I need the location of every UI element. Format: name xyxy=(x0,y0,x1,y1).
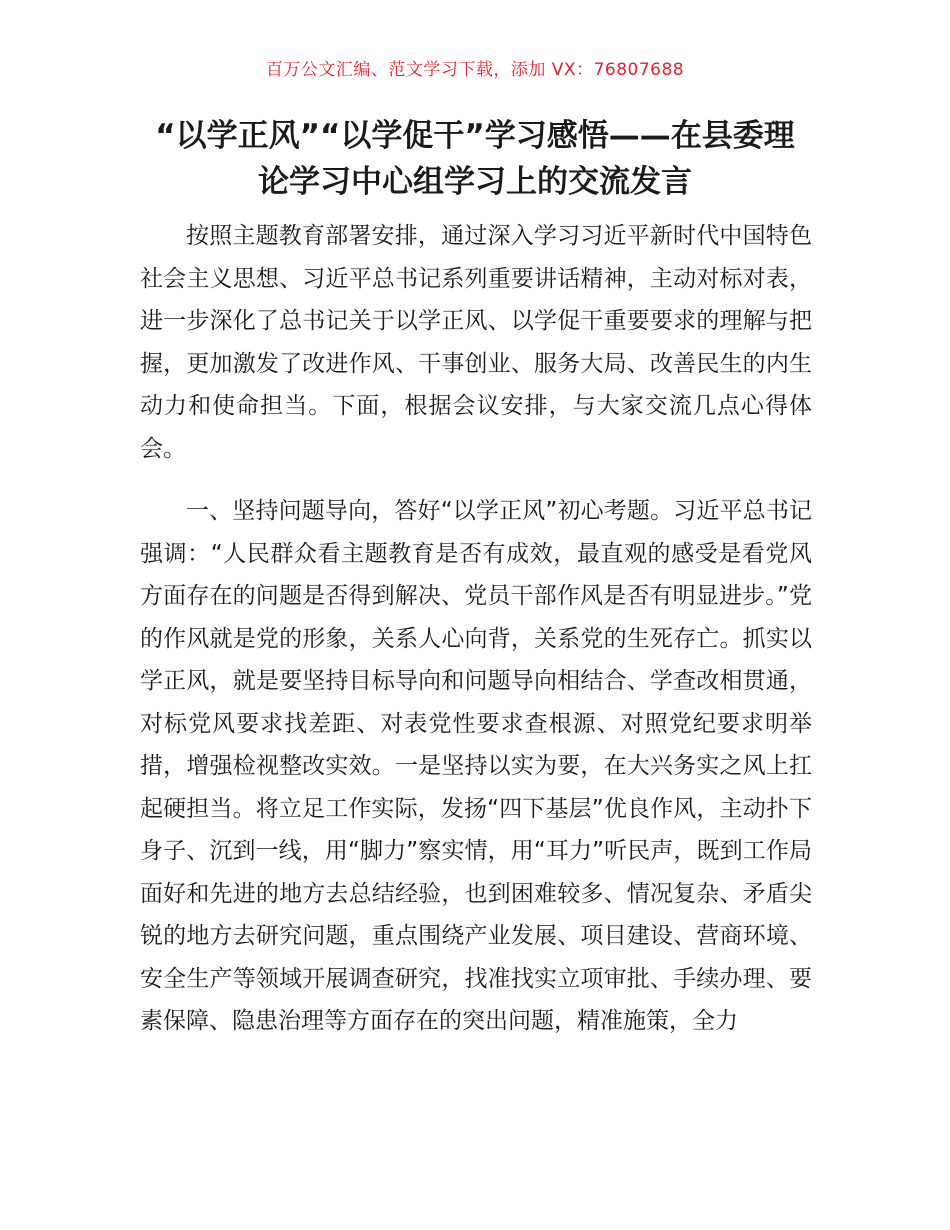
paragraph-intro: 按照主题教育部署安排，通过深入学习习近平新时代中国特色社会主义思想、习近平总书记系列重要讲话精神，主动对标对表，进一步深化了总书记关于以学正风、以学促干重要要求的理解与把握，更加激发了改进作风、干事创业、服务大局、改善民生的内生动力和使命担当。下面，根据会议安排，与大家交流几点心得体会。 xyxy=(140,223,812,462)
document-body xyxy=(140,215,812,1043)
document-title: “以学正风”“以学促干”学习感悟——在县委理论学习中心组学习上的交流发言 xyxy=(155,118,795,200)
paragraph-section-one: 一、坚持问题导向，答好“以学正风”初心考题。习近平总书记强调：“人民群众看主题教育是否有成效，最直观的感受是看党风方面存在的问题是否得到解决、党员干部作风是否有明显进步。”党的作风就是党的形象，关系人心向背，关系党的生死存亡。抓实以学正风，就是要坚持目标导向和问题导向相结合、学查改相贯通，对标党风要求找差距、对表党性要求查根源、对照党纪要求明举措，增强检视整改实效。一是坚持以实为要，在大兴务实之风上扛起硬担当。将立足工作实际，发扬“四下基层”优良作风，主动扑下身子、沉到一线，用“脚力”察实情，用“耳力”听民声，既到工作局面好和先进的地方去总结经验，也到困难较多、情况复杂、矛盾尖锐的地方去研究问题，重点围绕产业发展、项目建设、营商环境、安全生产等领域开展调查研究，找准找实立项审批、手续办理、要素保障、隐患治理等方面存在的突出问题，精准施策，全力 xyxy=(140,498,812,1034)
header-note: 百万公文汇编、范文学习下载，添加 VX：76807688 xyxy=(265,60,685,80)
